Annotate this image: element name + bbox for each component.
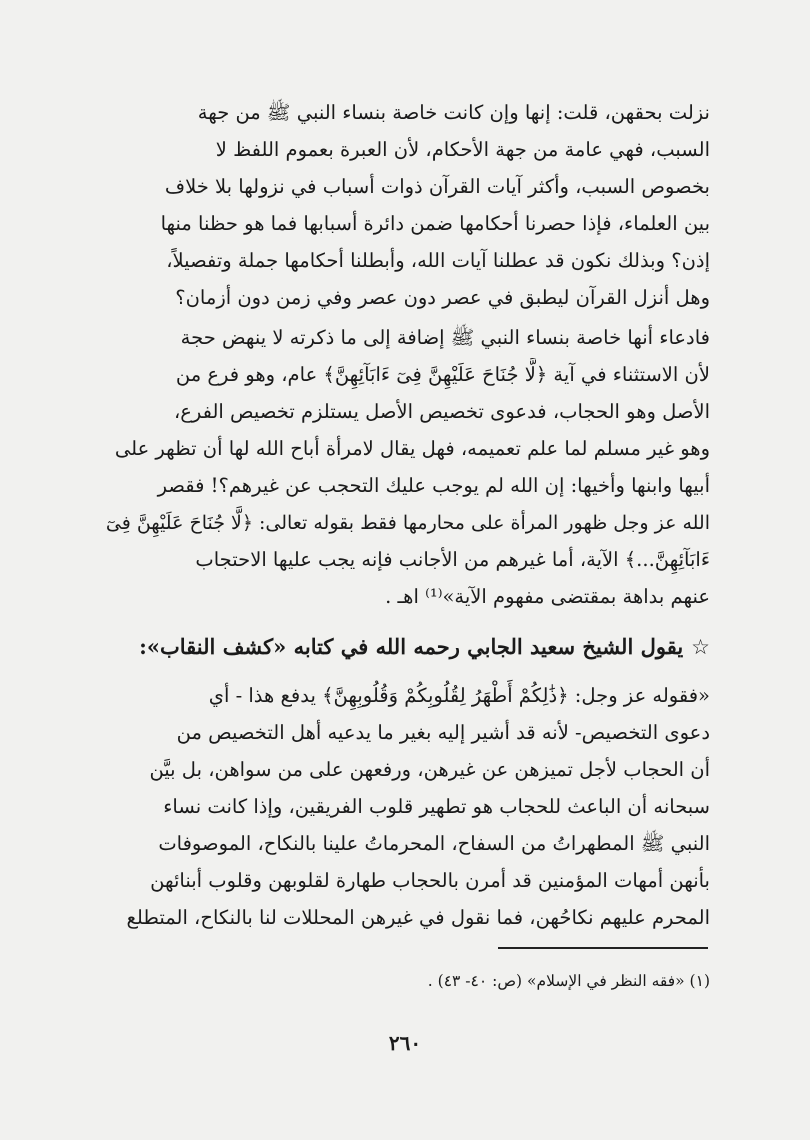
text-line: الله عز وجل ظهور المرأة على محارمها فقط بقوله تعالى: ﴿لَّا جُنَاحَ عَلَيْهِنَّ فِىٓ <box>105 512 710 534</box>
text-line: نزلت بحقهن، قلت: إنها وإن كانت خاصة بنساء النبي ﷺ من جهة <box>197 101 710 124</box>
text-line: لأن الاستثناء في آية ﴿لَّا جُنَاحَ عَلَيْهِنَّ فِىٓ ءَابَآئِهِنَّ﴾ عام، وهو فرع من <box>175 363 710 386</box>
text-line: النبي ﷺ المطهراتُ من السفاح، المحرماتُ علينا بالنكاح، الموصوفات <box>158 832 710 855</box>
footnote: (١) «فقه النظر في الإسلام» (ص: ٤٠- ٤٣) . <box>427 972 710 990</box>
star-icon: ☆ <box>691 635 710 659</box>
text-line: ءَابَآئِهِنَّ...﴾ الآية، أما غيرهم من الأجانب فإنه يجب عليها الاحتجاب <box>195 548 710 571</box>
text-line: المحرم عليهم نكاحُهن، فما نقول في غيرهن المحللات لنا بالنكاح، المتطلع <box>126 906 710 929</box>
text-line: وهل أنزل القرآن ليطبق في عصر دون عصر وفي زمن دون أزمان؟ <box>175 286 710 309</box>
text-line: وهو غير مسلم لما علم تعميمه، فهل يقال لامرأة أباح الله لها أن تظهر على <box>114 437 710 460</box>
section-heading-text: يقول الشيخ سعيد الجابي رحمه الله في كتابه «كشف النقاب»: <box>139 634 684 659</box>
text-line: «فقوله عز وجل: ﴿ذَٰلِكُمْ أَطْهَرُ لِقُلُوبِكُمْ وَقُلُوبِهِنَّ﴾ يدفع هذا - أي <box>208 684 710 707</box>
text-line: أن الحجاب لأجل تميزهن عن غيرهن، ورفعهن على من سواهن، بل بيَّن <box>149 758 710 781</box>
section-heading <box>100 630 710 664</box>
text-line: فادعاء أنها خاصة بنساء النبي ﷺ إضافة إلى ما ذكرته لا ينهض حجة <box>180 326 710 349</box>
text-line: سبحانه أن الباعث للحجاب هو تطهير قلوب الفريقين، وإذا كانت نساء <box>163 795 710 818</box>
footnote-separator <box>498 947 708 949</box>
text-line: السبب، فهي عامة من جهة الأحكام، لأن العبرة بعموم اللفظ لا <box>215 138 710 161</box>
text-line: بأنهن أمهات المؤمنين قد أمرن بالحجاب طهارة لقلوبهن وقلوب أبنائهن <box>150 869 710 892</box>
text-line: أبيها وابنها وأخيها: إن الله لم يوجب عليك التحجب عن غيرهم؟! فقصر <box>157 474 710 497</box>
text-line: الأصل وهو الحجاب، فدعوى تخصيص الأصل يستلزم تخصيص الفرع، <box>173 400 710 423</box>
page-number: ٢٦٠ <box>388 1031 422 1055</box>
text-line: دعوى التخصيص- لأنه قد أشير إليه بغير ما يدعيه أهل التخصيص من <box>176 721 710 744</box>
text-line: بين العلماء، فإذا حصرنا أحكامها ضمن دائرة أسبابها فما هو حظنا منها <box>160 212 710 235</box>
text-line: إذن؟ وبذلك نكون قد عطلنا آيات الله، وأبطلنا أحكامها جملة وتفصيلاً، <box>166 249 710 272</box>
text-line: عنهم بداهة بمقتضى مفهوم الآية»⁽¹⁾ اهـ . <box>385 585 710 608</box>
text-line: بخصوص السبب، وأكثر آيات القرآن ذوات أسباب في نزولها بلا خلاف <box>164 175 710 198</box>
